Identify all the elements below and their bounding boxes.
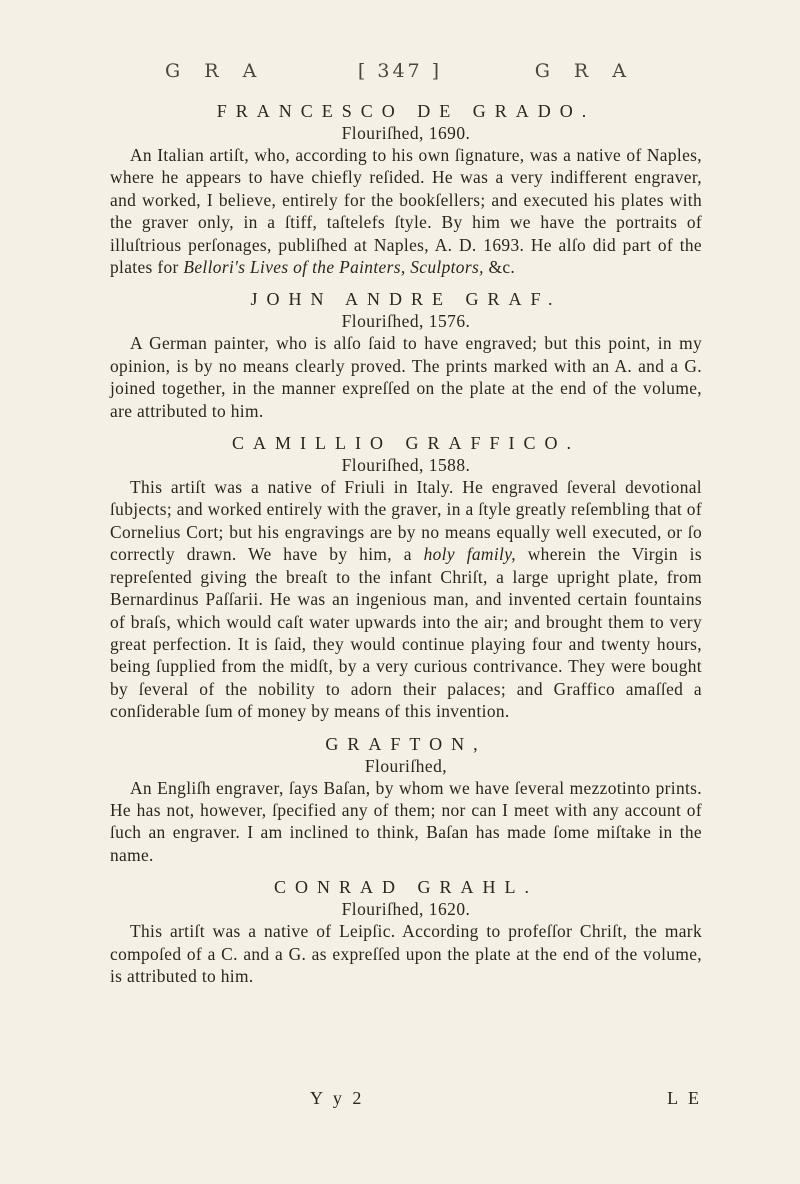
flourished-date: Flouriſhed, 1576.	[341, 311, 471, 332]
flourished-date: Flouriſhed, 1690.	[341, 123, 471, 143]
signature-mark: Y y 2	[310, 1088, 365, 1108]
entry-heading: JOHN ANDRE GRAF.	[250, 289, 562, 310]
running-head	[165, 60, 635, 82]
page-footer	[110, 1088, 702, 1109]
entry-camillio-graffico	[110, 432, 702, 722]
entry-body: A German painter, who is alſo ſaid to have engraved; but this point, in my opinion, is by no means clearly proved. The prints marked with an A. and a G. joined together, in the manner expreſſed on the plate at the end of the volume, are attributed to him.	[110, 333, 702, 421]
entry-body: This artiſt was a native of Leipſic. According to profeſſor Chriſt, the mark compoſed of a C. and a G. as expreſſed upon the plate at the end of the volume, is attributed to him.	[110, 921, 702, 986]
header-left: G R A	[165, 60, 266, 82]
entry-francesco-de-grado	[110, 100, 702, 278]
main-text	[110, 100, 702, 997]
italic-title: Bellori's Lives of the Painters, Sculptors,	[183, 257, 484, 278]
header-right: G R A	[534, 60, 635, 82]
entry-body: An Engliſh engraver, ſays Baſan, by whom we have ſeveral mezzotinto prints. He has not, however, ſpecified any of them; nor can I meet with any account of ſuch an engraver. I am inclined to think, Baſan has made ſome miſtake in the name.	[110, 777, 702, 865]
entry-heading: GRAFTON,	[325, 733, 487, 754]
entry-conrad-grahl	[110, 876, 702, 987]
catchword: L E	[667, 1088, 702, 1108]
italic-phrase: holy family,	[423, 544, 516, 565]
entry-heading: CAMILLIO GRAFFICO.	[231, 433, 580, 454]
entry-heading: FRANCESCO DE GRADO.	[216, 101, 596, 121]
entry-heading: CONRAD GRAHL.	[273, 877, 538, 898]
flourished-date: Flouriſhed, 1588.	[341, 455, 471, 476]
flourished-date: Flouriſhed,	[364, 755, 448, 776]
entry-body: This artiſt was a native of Friuli in Italy. He engraved ſeveral devotional ſubjects; and worked entirely with the graver, in a ſtyle greatly reſembling that of Cornelius Cort; but his engravings are by no means equally well executed, or ſo correctly drawn. We have by him, a holy family, wherein the Virgin is repreſented giving the breaſt to the infant Chriſt, a large upright plate, from Bernardinus Paſſarii. He was an ingenious man, and invented certain fountains of braſs, which would caſt water upwards into the air; and brought them to very great perfection. It is ſaid, they would continue playing four and twenty hours, being ſupplied from the midſt, by a very curious contrivance. They were bought by ſeveral of the nobility to adorn their palaces; and Graffico amaſſed a conſiderable ſum of money by means of this invention.	[110, 477, 702, 722]
entry-grafton	[110, 733, 702, 867]
page-number: [ 347 ]	[357, 60, 443, 82]
entry-body: An Italian artiſt, who, according to his own ſignature, was a native of Naples, where he appears to have chiefly reſided. He was a very indifferent engraver, and worked, I believe, entirely for the bookſellers; and executed his plates with the graver only, in a ſtiff, taſtelefs ſtyle. By him we have the portraits of illuſtrious perſonages, publiſhed at Naples, A. D. 1693. He alſo did part of the plates for Bellori's Lives of the Painters, Sculptors, &c.	[110, 145, 702, 278]
entry-john-andre-graf	[110, 288, 702, 422]
flourished-date: Flouriſhed, 1620.	[341, 899, 471, 920]
